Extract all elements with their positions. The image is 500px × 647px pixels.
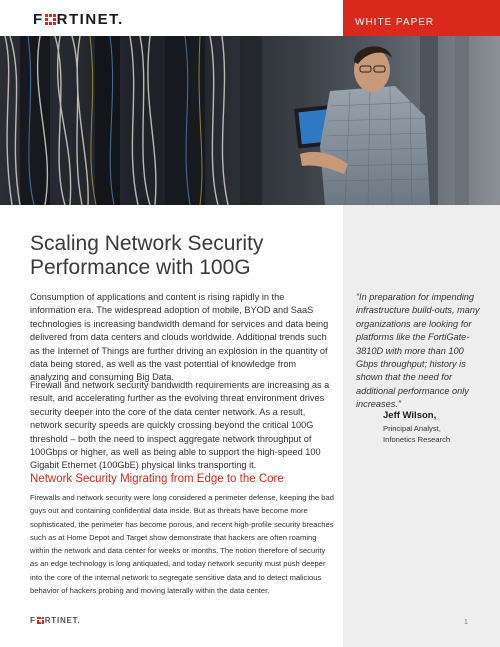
footer-logo-text-right: RTINET. xyxy=(44,616,81,625)
white-paper-label: WHITE PAPER xyxy=(355,17,435,28)
section-heading: Network Security Migrating from Edge to the Core xyxy=(30,473,284,485)
page-number: 1 xyxy=(464,619,468,626)
fortinet-logo-icon xyxy=(45,14,56,25)
quote-author-role xyxy=(383,424,483,445)
footer-logo-text-left: F xyxy=(30,616,36,625)
footer-logo xyxy=(30,616,81,625)
intro-paragraph: Consumption of applications and content is rising rapidly in the information era. The widespread adoption of mobile, BYOD and SaaS technologies is increasing bandwidth demand for services and data being delivered from data centers and clouds worldwide. Additional trends such as the Internet of Things are further driving an explosion in the quantity of data being stored, as well as the vast potential of knowledge from analyzing and consuming Big Data. xyxy=(30,292,329,383)
author-company: Infonetics Research xyxy=(383,434,451,444)
fortinet-footer-logo-icon xyxy=(37,617,44,624)
logo-text-right: RTINET. xyxy=(56,11,124,28)
page-title xyxy=(30,232,330,280)
pull-quote: “In preparation for impending infrastructure build-outs, many organizations are looking for platforms like the FortiGate-3810D with more than 100 Gbps throughput; history is shown that the need for additional performance only increases.” xyxy=(356,292,480,410)
logo-text-left: F xyxy=(33,11,44,28)
bandwidth-paragraph: Firewall and network security bandwidth requirements are increasing as a result, and accelerating further as the evolving threat environment drives security deeper into the core of the data center network. As a result, network security speeds are quickly crossing beyond the critical 100G threshold – both the need to inspect aggregate network throughput of 100Gbps or higher, as well as being able to support the high-speed 100 Gigabit Ethernet (100GbE) physical links transporting it. xyxy=(30,380,330,471)
author-title: Principal Analyst, xyxy=(383,424,441,433)
fortinet-logo xyxy=(33,11,124,28)
data-center-photo xyxy=(0,36,500,205)
title-line-2: Performance with 100G xyxy=(30,256,251,279)
quote-author: Jeff Wilson, xyxy=(383,410,437,421)
hero-image xyxy=(0,36,500,205)
title-line-1: Scaling Network Security xyxy=(30,232,264,255)
section-paragraph: Firewalls and network security were long considered a perimeter defense, keeping the bad guys out and containing confidential data inside. But as threats have become more sophisticated, the perimeter has become porous, and recent high-profile security breaches such as at Home Depot and Target show demonstrate that hackers are often roaming within the network and data center for weeks or months. The notion therefore of security as an edge technology is long antiquated, and today network security must push deeper into the core of the internal network to segregate sensitive data and to detect malicious behavior of hackers probing and moving laterally within the data center. xyxy=(30,493,334,596)
